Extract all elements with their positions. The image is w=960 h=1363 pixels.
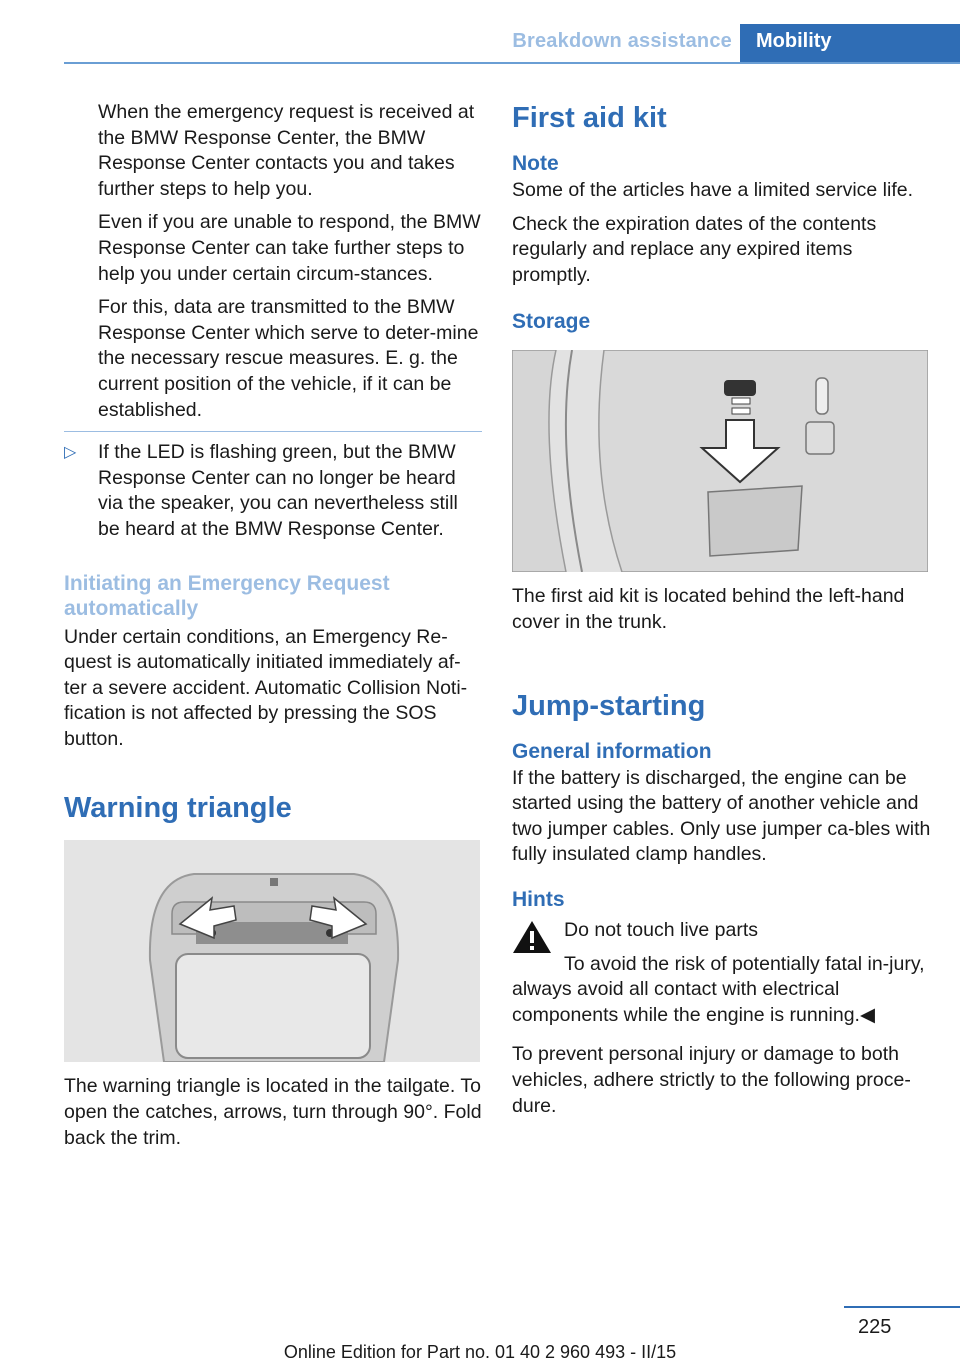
figure-caption: The first aid kit is located behind the left-hand cover in the trunk.	[512, 585, 905, 633]
warning-block	[512, 918, 932, 944]
tailgate-illustration	[64, 840, 480, 1062]
figure-caption: The warning triangle is located in the tailgate. To open the catches, arrows, turn through 90°. Fold back the trim.	[64, 1075, 482, 1149]
bullet-text: If the LED is flashing green, but the BMW Response Center can no longer be heard via the speaker, you can nevertheless still be heard at the BMW Response Center.	[98, 441, 458, 540]
triangle-bullet-icon: ▷	[64, 444, 77, 462]
left-column	[64, 100, 482, 1159]
paragraph: Check the expiration dates of the contents regularly and replace any expired items promptly.	[512, 212, 877, 286]
page-header	[64, 24, 960, 64]
section-heading-warning-triangle: Warning triangle	[64, 792, 292, 825]
bullet-item	[64, 440, 482, 542]
paragraph: Even if you are unable to respond, the BMW Response Center can take further steps to help you under certain circum-stances.	[98, 211, 481, 285]
section-heading-jump-starting: Jump-starting	[512, 689, 706, 722]
section-heading-auto-request: Initiating an Emergency Request automatically	[64, 571, 390, 620]
page-number: 225	[858, 1316, 892, 1338]
right-column	[512, 100, 932, 1127]
list-divider	[64, 431, 482, 432]
warning-text: To avoid the risk of potentially fatal in-jury, always avoid all contact with electrical components while the engine is running.◀	[512, 952, 925, 1026]
paragraph: To prevent personal injury or damage to both vehicles, adhere strictly to the following proce-dure.	[512, 1043, 911, 1117]
subheading-hints: Hints	[512, 887, 565, 911]
paragraph: If the battery is discharged, the engine can be started using the battery of another vehicle and two jumper cables. Only use jumper ca-bles with fully insulated clamp handles.	[512, 766, 931, 866]
header-section-title: Breakdown assistance	[512, 30, 732, 52]
header-chapter-tab: Mobility	[740, 24, 960, 62]
warning-triangle-icon	[512, 920, 552, 954]
paragraph: When the emergency request is received at the BMW Response Center, the BMW Response Center contacts you and takes further steps to help you.	[98, 101, 475, 200]
warning-title: Do not touch live parts	[564, 918, 759, 941]
paragraph: For this, data are transmitted to the BMW Response Center which serve to deter-mine the necessary rescue measures. E. g. the current position of the vehicle, if it can be established.	[98, 296, 479, 421]
trunk-drawing	[512, 350, 928, 572]
tailgate-drawing	[64, 840, 480, 1062]
edition-footer: Online Edition for Part no. 01 40 2 960 493 - II/15	[283, 1342, 677, 1362]
trunk-illustration	[512, 350, 928, 572]
subheading-general-info: General information	[512, 739, 712, 763]
paragraph: Some of the articles have a limited service life.	[512, 179, 914, 201]
section-heading-first-aid: First aid kit	[512, 102, 667, 134]
subheading-note: Note	[512, 152, 559, 175]
subheading-storage: Storage	[512, 310, 591, 334]
paragraph: Under certain conditions, an Emergency Re-quest is automatically initiated immediately af-ter a severe accident. Automatic Collision Noti-fication is not affected by pressing the SOS button.	[64, 625, 468, 750]
footer-rule	[844, 1306, 960, 1308]
